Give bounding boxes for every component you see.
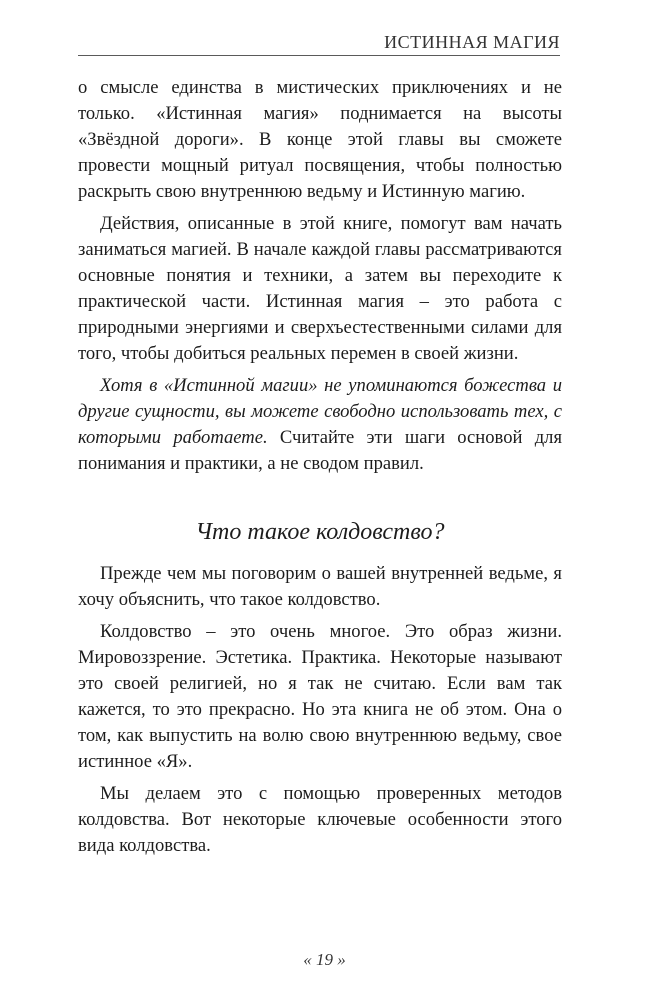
paragraph-methods: Мы делаем это с помощью проверенных методов колдовства. Вот некоторые ключевые особенности этого вида колдовства. [78, 783, 562, 856]
italic-note: Хотя в «Истинной магии» не упоминаются божества и другие сущности, вы можете свободно использовать тех, с которыми работаете. [78, 375, 562, 448]
paragraph-continued: о смысле единства в мистических приключениях и не только. «Истинная магия» поднимается на высоты «Звёздной дороги». В конце этой главы вы сможете провести мощный ритуал посвящения, чтобы полностью раскрыть свою внутреннюю ведьму и Истинную магию. [78, 77, 562, 202]
paragraph-deities [78, 373, 562, 477]
page-number: « 19 » [303, 950, 346, 969]
paragraph-actions: Действия, описанные в этой книге, помогут вам начать заниматься магией. В начале каждой главы рассматриваются основные понятия и техники, а затем вы переходите к практической части. Истинная магия – это работа с природными энергиями и сверхъестественными силами для того, чтобы добиться реальных перемен в своей жизни. [78, 213, 562, 364]
running-header [78, 33, 560, 56]
section-heading: Что такое колдовство? [195, 519, 445, 545]
paragraph-intro: Прежде чем мы поговорим о вашей внутренней ведьме, я хочу объяснить, что такое колдовство. [78, 563, 562, 610]
running-title: ИСТИННАЯ МАГИЯ [380, 32, 560, 53]
regular-note: Считайте эти шаги основой для понимания и практики, а не сводом правил. [78, 427, 563, 474]
page-body [78, 75, 562, 865]
paragraph-witchcraft-definition: Колдовство – это очень многое. Это образ жизни. Мировоззрение. Эстетика. Практика. Некоторые называют это своей религией, но я так не считаю. Если вам так кажется, то это прекрасно. Но эта книга не об этом. Она о том, как выпустить на волю свою внутреннюю ведьму, свое истинное «Я». [78, 621, 562, 772]
